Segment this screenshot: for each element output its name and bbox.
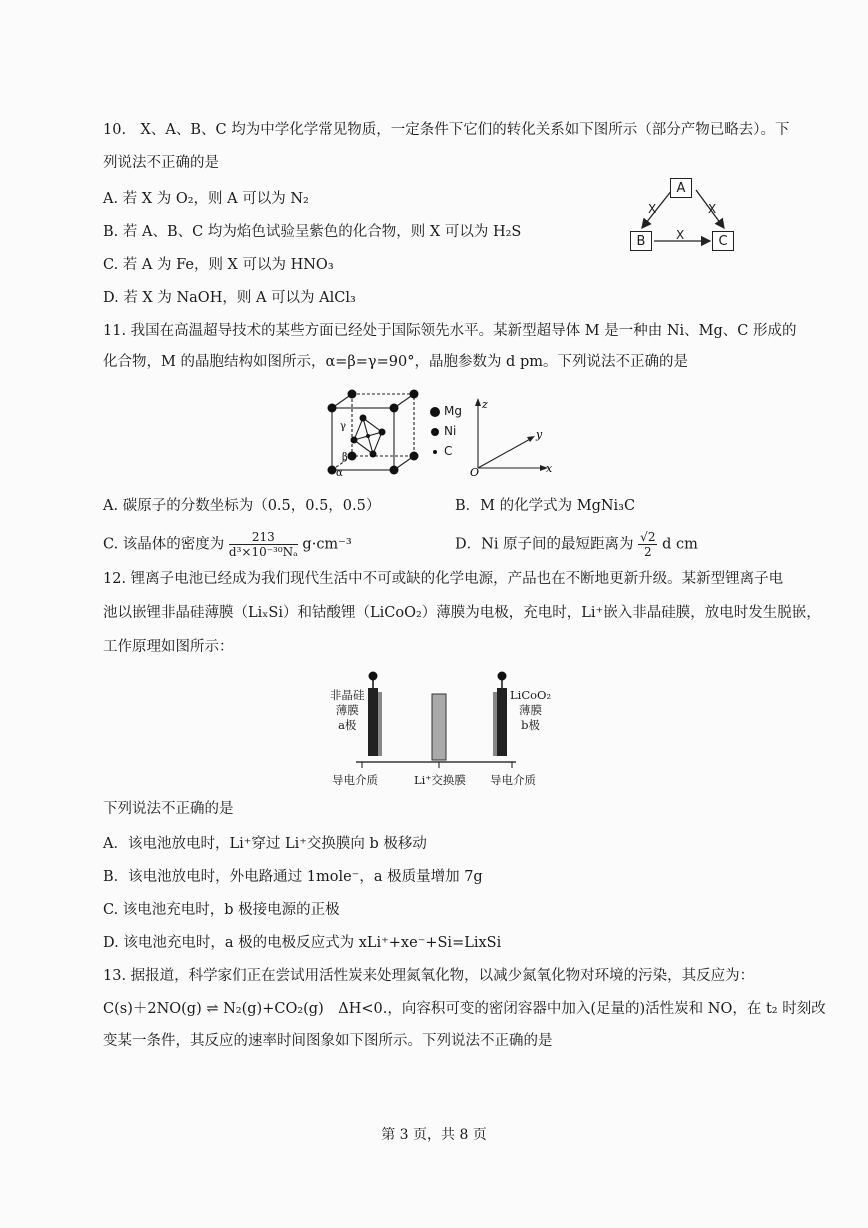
electrode-a-label: 非晶硅 薄膜 a极	[330, 688, 365, 732]
page-footer: 第 3 页，共 8 页	[381, 1127, 487, 1143]
mg-dot-icon	[430, 407, 440, 417]
axis-x: x	[546, 462, 553, 475]
angle-alpha: α	[336, 468, 343, 478]
medium-right-label: 导电介质	[490, 773, 536, 787]
q10-option-c: C. 若 A 为 Fe，则 X 可以为 HNO₃	[103, 257, 334, 273]
q10-option-d: D. 若 X 为 NaOH，则 A 可以为 AlCl₃	[103, 290, 356, 306]
arrow-label-bc: X	[676, 228, 685, 242]
q12-option-d: D. 该电池充电时，a 极的电极反应式为 xLi⁺+xe⁻+Si=LixSi	[103, 935, 502, 951]
q12-lead: 下列说法不正确的是	[103, 801, 234, 817]
battery-diagram	[320, 668, 550, 796]
coordinate-axes	[470, 396, 570, 476]
arrow-label-ab: X	[648, 202, 657, 216]
node-c: C	[712, 231, 734, 251]
q12-stem-line3: 工作原理如图所示：	[103, 639, 234, 655]
q13-stem-line2: C(s)＋2NO(g) ⇌ N₂(g)+CO₂(g) ΔH<0.，向容积可变的密闭容器中加入(足量的)活性炭和 NO，在 t₂ 时刻改	[103, 1001, 826, 1017]
angle-beta: β	[342, 452, 348, 463]
q11-option-c: C. 该晶体的密度为 $\frac{213}{\text{d³×10⁻³⁰Nₐ}}$ g·cm⁻³	[103, 530, 352, 559]
q12-stem-line2: 池以嵌锂非晶硅薄膜（LiₓSi）和钴酸锂（LiCoO₂）薄膜为电极，充电时，Li⁺嵌入非晶硅膜，放电时发生脱嵌，	[103, 605, 821, 621]
q11-option-b: B．M 的化学式为 MgNi₃C	[455, 498, 636, 514]
node-a: A	[670, 178, 692, 198]
crystal-legend	[430, 404, 462, 464]
q11-option-d: D．Ni 原子间的最短距离为 $\frac{√2}{2}$ d cm	[455, 530, 698, 559]
q10-option-b: B. 若 A、B、C 均为焰色试验呈紫色的化合物，则 X 可以为 H₂S	[103, 224, 522, 240]
node-b: B	[630, 231, 652, 251]
ni-dot-icon	[431, 428, 439, 436]
q12-stem-line1: 12. 锂离子电池已经成为我们现代生活中不可或缺的化学电源，产品也在不断地更新升级。某新型锂离子电	[103, 571, 784, 587]
q10-option-a: A. 若 X 为 O₂，则 A 可以为 N₂	[103, 191, 309, 207]
q11-stem-line2: 化合物，M 的晶胞结构如图所示，α=β=γ=90°，晶胞参数为 d pm。下列说法不正确的是	[103, 354, 688, 370]
legend-c: C	[430, 444, 462, 464]
axis-origin: O	[470, 466, 480, 476]
axis-z: z	[482, 398, 488, 411]
q12-option-c: C. 该电池充电时，b 极接电源的正极	[103, 902, 340, 918]
legend-ni: Ni	[430, 424, 462, 444]
c-dot-icon	[433, 450, 437, 454]
angle-gamma: γ	[340, 421, 346, 432]
q12-option-b: B．该电池放电时，外电路通过 1mole⁻，a 极质量增加 7g	[103, 869, 483, 885]
q10-stem-line2: 列说法不正确的是	[103, 155, 219, 171]
axis-y: y	[536, 428, 543, 441]
q10-conversion-diagram	[620, 170, 750, 260]
q10-stem-line1: 10. X、A、B、C 均为中学化学常见物质，一定条件下它们的转化关系如下图所示（部分产物已略去）。下	[103, 122, 790, 138]
q13-stem-line1: 13. 据报道，科学家们正在尝试用活性炭来处理氮氧化物，以减少氮氧化物对环境的污染，其反应为：	[103, 968, 755, 984]
crystal-cell-diagram	[320, 388, 430, 478]
electrode-b-label: LiCoO₂ 薄膜 b极	[510, 688, 552, 732]
membrane-label: Li⁺交换膜	[414, 773, 466, 787]
q12-option-a: A．该电池放电时，Li⁺穿过 Li⁺交换膜向 b 极移动	[103, 836, 427, 852]
legend-mg: Mg	[430, 404, 462, 424]
medium-left-label: 导电介质	[332, 773, 378, 787]
density-fraction: $\frac{213}{\text{d³×10⁻³⁰Nₐ}}$	[228, 530, 298, 559]
distance-fraction: $\frac{√2}{2}$	[640, 530, 656, 559]
q13-stem-line3: 变某一条件，其反应的速率时间图象如下图所示。下列说法不正确的是	[103, 1033, 553, 1049]
q11-option-a: A. 碳原子的分数坐标为（0.5，0.5，0.5）	[103, 498, 381, 514]
arrow-label-ac: X	[708, 202, 717, 216]
q11-stem-line1: 11. 我国在高温超导技术的某些方面已经处于国际领先水平。某新型超导体 M 是一种由 Ni、Mg、C 形成的	[103, 323, 797, 339]
